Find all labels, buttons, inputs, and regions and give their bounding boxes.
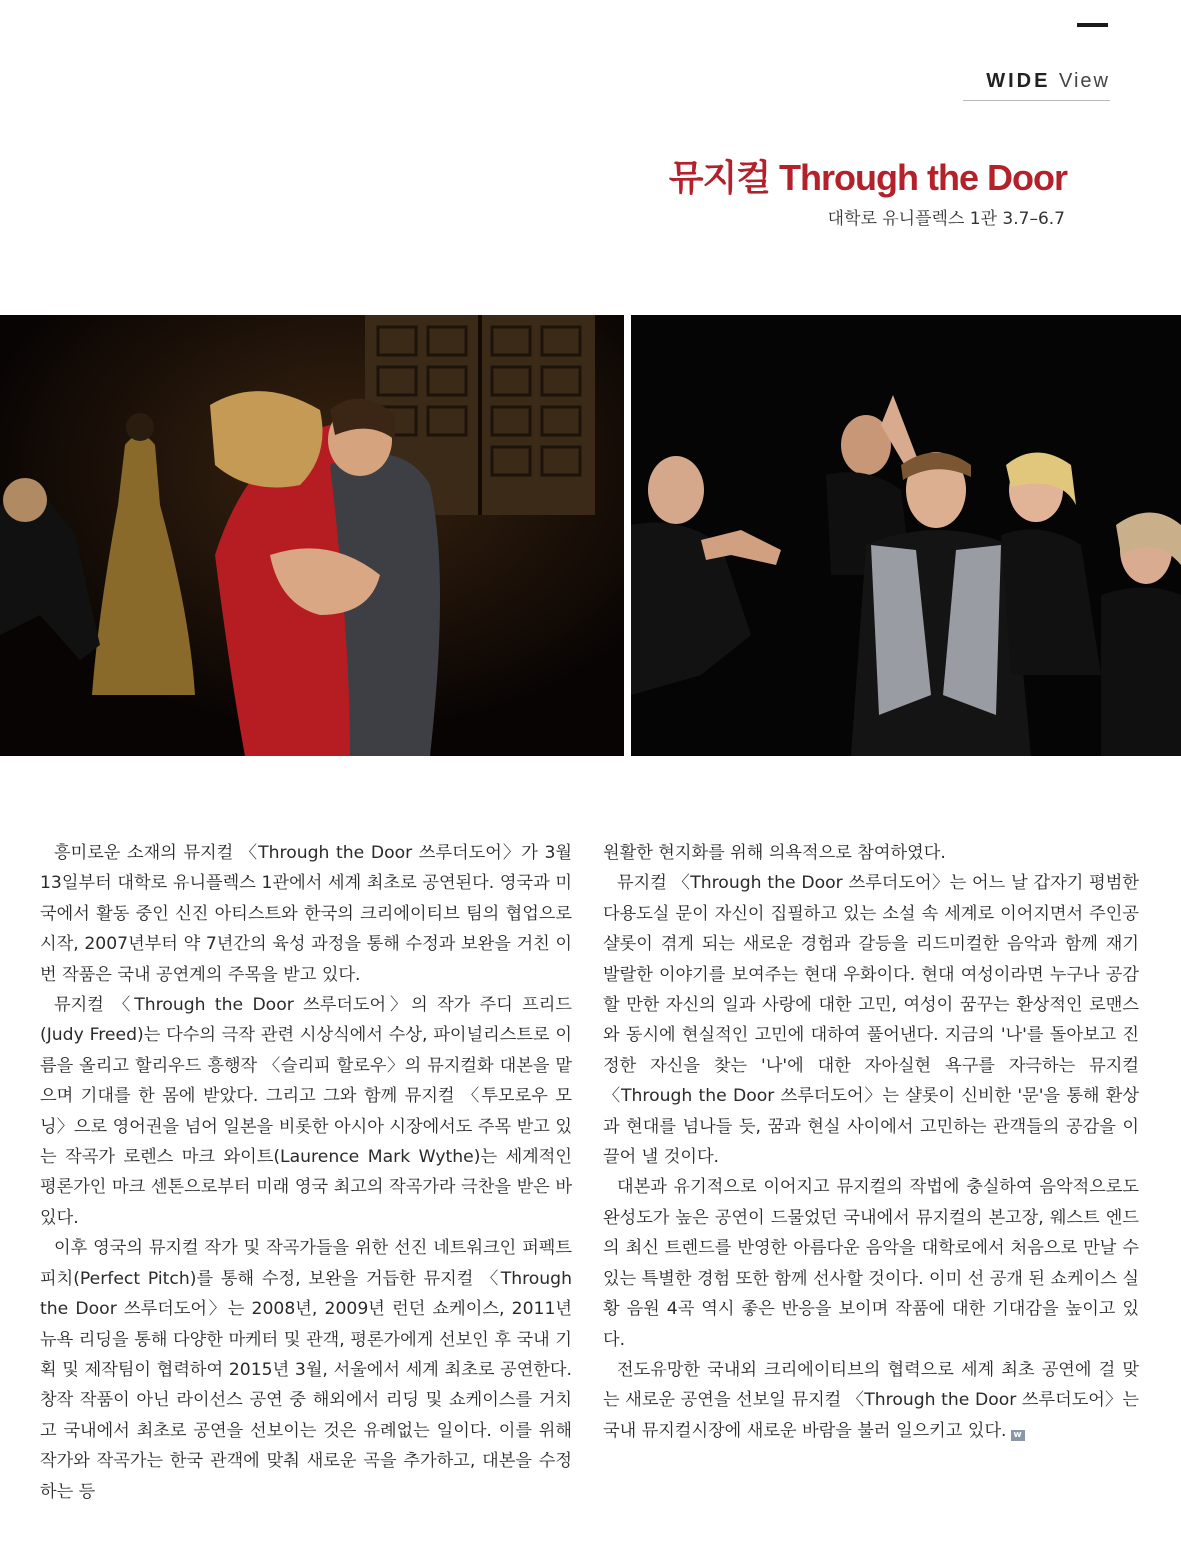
- paragraph: 대본과 유기적으로 이어지고 뮤지컬의 작법에 충실하여 음악적으로도 완성도가 높은 공연이 드물었던 국내에서 뮤지컬의 본고장, 웨스트 엔드의 최신 트렌드를 반영한 아름다운 음악을 대학로에서 처음으로 만날 수 있는 특별한 경험 또한 함께 선사할 것이다. 이미 선 공개 된 쇼케이스 실황 음원 4곡 역시 좋은 반응을 보이며 작품에 대한 기대감을 높이고 있다.: [603, 1177, 1139, 1350]
- top-accent-bar: [1077, 23, 1108, 27]
- article-title: 뮤지컬 Through the Door: [668, 157, 1067, 198]
- section-label: [986, 70, 1110, 93]
- section-label-view: View: [1059, 70, 1110, 92]
- paragraph: 뮤지컬 〈Through the Door 쓰루더도어〉의 작가 주디 프리드(Judy Freed)는 다수의 극작 관련 시상식에서 수상, 파이널리스트로 이름을 올리고 할리우드 흥행작 〈슬리피 할로우〉의 뮤지컬화 대본을 맡으며 기대를 한 몸에 받았다. 그리고 그와 함께 뮤지컬 〈투모로우 모닝〉으로 영어권을 넘어 일본을 비롯한 아시아 시장에서도 주목 받고 있는 작곡가 로렌스 마크 와이트(Laurence Mark Wythe)는 세계적인 평론가인 마크 센톤으로부터 미래 영국 최고의 작곡가라 극찬을 받은 바 있다.: [40, 995, 572, 1228]
- article-column-left: [40, 838, 572, 1507]
- paragraph: 이후 영국의 뮤지컬 작가 및 작곡가들을 위한 선진 네트워크인 퍼펙트 피치(Perfect Pitch)를 통해 수정, 보완을 거듭한 뮤지컬 〈Through the Door 쓰루더도어〉는 2008년, 2009년 런던 쇼케이스, 2011년 뉴욕 리딩을 통해 다양한 마케터 및 관객, 평론가에게 선보인 후 국내 기획 및 제작팀이 협력하여 2015년 3월, 서울에서 세계 최초로 공연한다. 창작 작품이 아닌 라이선스 공연 중 해외에서 리딩 및 쇼케이스를 거치고 국내에서 최초로 공연을 선보이는 것은 유례없는 일이다. 이를 위해 작가와 작곡가는 한국 관객에 맞춰 새로운 곡을 추가하고, 대본을 수정하는 등: [40, 1238, 572, 1502]
- stage-photo-couple: [0, 315, 624, 756]
- stage-photo-couple-illustration: [0, 315, 624, 756]
- end-of-article-mark: w: [1011, 1430, 1025, 1441]
- paragraph-continued: 원활한 현지화를 위해 의욕적으로 참여하였다.: [603, 843, 946, 863]
- section-label-wide: WIDE: [986, 70, 1051, 92]
- paragraph: 뮤지컬 〈Through the Door 쓰루더도어〉는 어느 날 갑자기 평범한 다용도실 문이 자신이 집필하고 있는 소설 속 세계로 이어지면서 주인공 샬롯이 겪게 되는 새로운 경험과 갈등을 리드미컬한 음악과 함께 재기 발랄한 이야기를 보여주는 현대 우화이다. 현대 여성이라면 누구나 공감할 만한 자신의 일과 사랑에 대한 고민, 여성이 꿈꾸는 환상적인 로맨스와 동시에 현실적인 고민에 대하여 풀어낸다. 지금의 '나'를 돌아보고 진정한 자신을 찾는 '나'에 대한 자아실현 욕구를 자극하는 뮤지컬 〈Through the Door 쓰루더도어〉는 샬롯이 신비한 '문'을 통해 환상과 현대를 넘나들 듯, 꿈과 현실 사이에서 고민하는 관객들의 공감을 이끌어 낼 것이다.: [603, 873, 1139, 1168]
- venue-dates: 대학로 유니플렉스 1관 3.7–6.7: [827, 209, 1065, 229]
- paragraph-last: [603, 1355, 1139, 1446]
- section-divider: [963, 100, 1110, 101]
- article-column-right: [603, 838, 1139, 1446]
- stage-photo-ensemble-illustration: [631, 315, 1181, 756]
- stage-photo-ensemble: [631, 315, 1181, 756]
- paragraph-last-text: 전도유망한 국내외 크리에이티브의 협력으로 세계 최초 공연에 걸 맞는 새로운 공연을 선보일 뮤지컬 〈Through the Door 쓰루더도어〉는 국내 뮤지컬시장에 새로운 바람을 불러 일으키고 있다.: [603, 1359, 1139, 1441]
- paragraph: 흥미로운 소재의 뮤지컬 〈Through the Door 쓰루더도어〉가 3월 13일부터 대학로 유니플렉스 1관에서 세계 최초로 공연된다. 영국과 미국에서 활동 중인 신진 아티스트와 한국의 크리에이티브 팀의 협업으로 시작, 2007년부터 약 7년간의 육성 과정을 통해 수정과 보완을 거친 이번 작품은 국내 공연계의 주목을 받고 있다.: [40, 843, 572, 985]
